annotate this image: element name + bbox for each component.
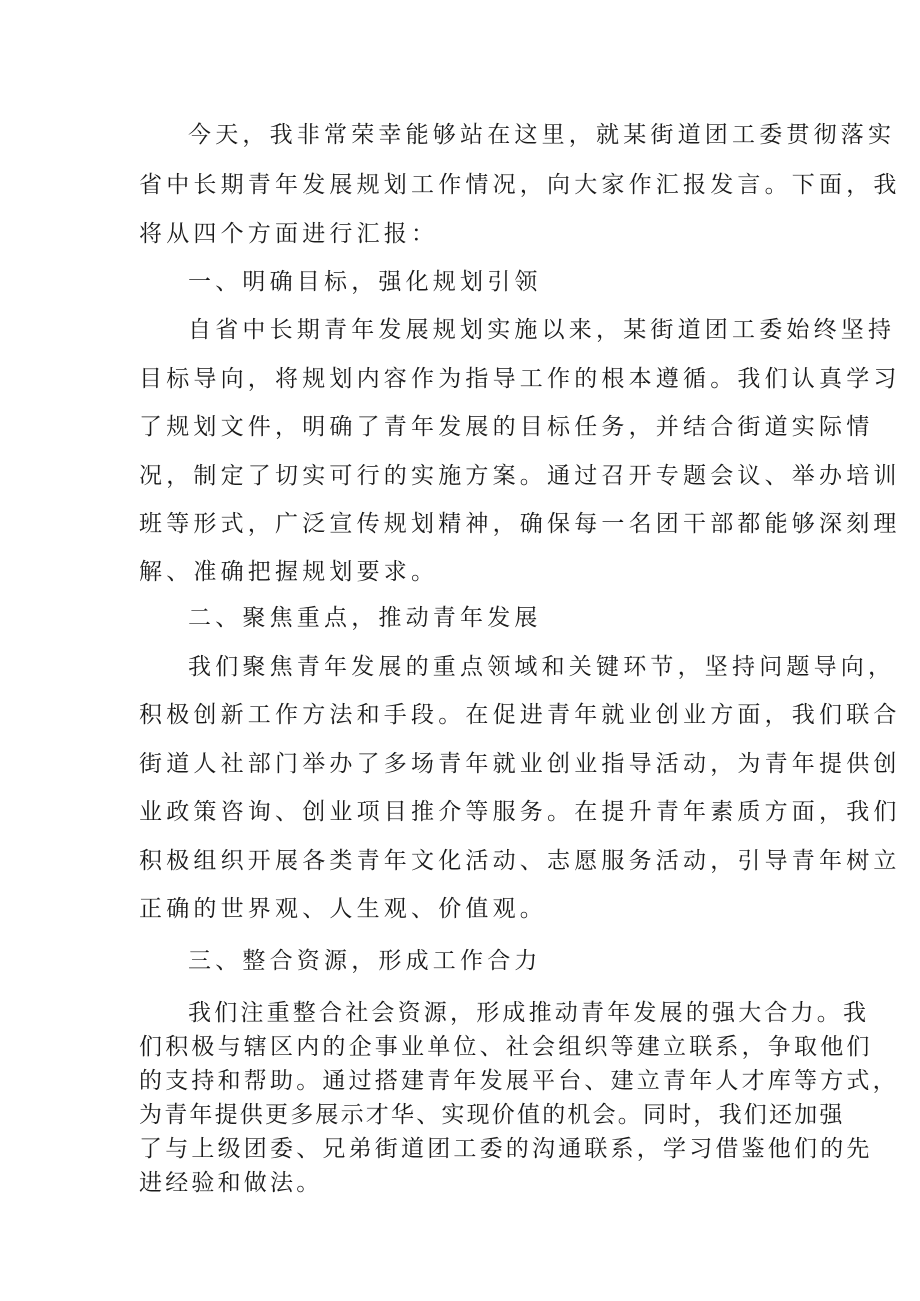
- section3-line-1: 我们注重整合社会资源，形成推动青年发展的强大合力。我: [188, 1000, 870, 1026]
- section1-line-1: 自省中长期青年发展规划实施以来，某街道团工委始终坚持: [188, 317, 896, 343]
- section1-line-2: 目标导向，将规划内容作为指导工作的根本遵循。我们认真学习: [139, 366, 901, 392]
- section2-line-1: 我们聚焦青年发展的重点领域和关键环节，坚持问题导向，: [188, 654, 896, 680]
- section1-line-5: 班等形式，广泛宣传规划精神，确保每一名团干部都能够深刻理: [139, 511, 901, 537]
- intro-line-1: 今天，我非常荣幸能够站在这里，就某街道团工委贯彻落实: [188, 122, 896, 148]
- section2-line-3: 街道人社部门举办了多场青年就业创业指导活动，为青年提供创: [139, 751, 901, 777]
- section1-line-3: 了规划文件，明确了青年发展的目标任务，并结合街道实际情: [139, 414, 874, 440]
- section2-line-5: 积极组织开展各类青年文化活动、志愿服务活动，引导青年树立: [139, 848, 901, 874]
- section3-line-4: 为青年提供更多展示才华、实现价值的机会。同时，我们还加强: [139, 1102, 845, 1128]
- section3-line-3: 的支持和帮助。通过搭建青年发展平台、建立青年人才库等方式，: [139, 1068, 899, 1094]
- section1-heading: 一、明确目标，强化规划引领: [188, 269, 542, 295]
- section2-line-4: 业政策咨询、创业项目推介等服务。在提升青年素质方面，我们: [139, 799, 901, 825]
- intro-line-2: 省中长期青年发展规划工作情况，向大家作汇报发言。下面，我: [139, 172, 901, 198]
- section2-line-6: 正确的世界观、人生观、价值观。: [139, 896, 547, 922]
- section1-line-6: 解、准确把握规划要求。: [139, 559, 439, 585]
- section3-line-6: 进经验和做法。: [139, 1170, 323, 1196]
- section3-heading: 三、整合资源，形成工作合力: [188, 948, 542, 974]
- section3-line-2: 们积极与辖区内的企事业单位、社会组织等建立联系，争取他们: [139, 1034, 873, 1060]
- intro-line-3: 将从四个方面进行汇报：: [139, 221, 439, 247]
- section2-heading: 二、聚焦重点，推动青年发展: [188, 605, 542, 631]
- section1-line-4: 况，制定了切实可行的实施方案。通过召开专题会议、举办培训: [139, 463, 901, 489]
- section3-line-5: 了与上级团委、兄弟街道团工委的沟通联系，学习借鉴他们的先: [139, 1136, 873, 1162]
- section2-line-2: 积极创新工作方法和手段。在促进青年就业创业方面，我们联合: [139, 702, 901, 728]
